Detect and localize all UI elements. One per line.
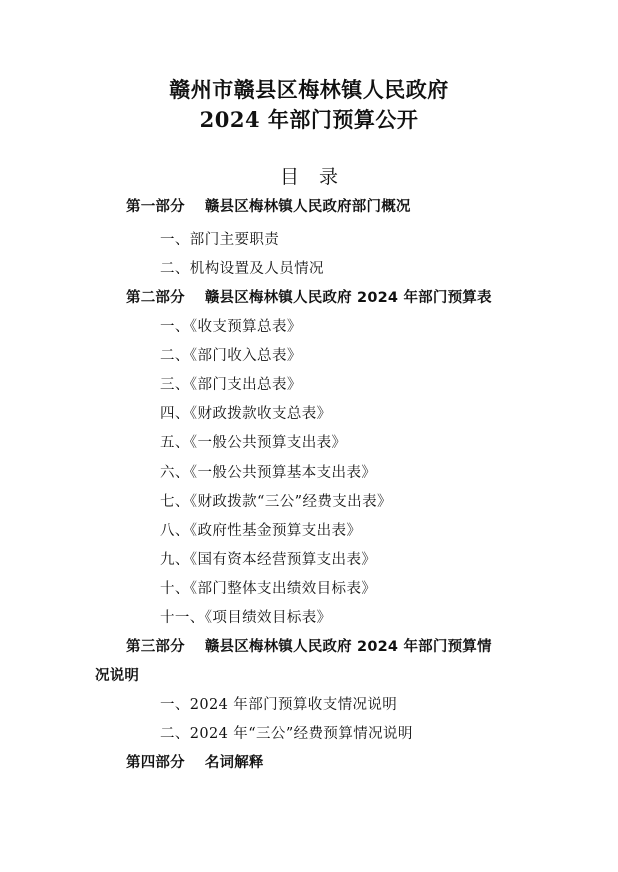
toc-item-2-6: 六、《一般公共预算基本支出表》 <box>160 465 377 481</box>
toc-item-2-7: 七、《财政拨款“三公”经费支出表》 <box>160 494 392 510</box>
toc-item-2-9: 九、《国有资本经营预算支出表》 <box>160 552 377 568</box>
toc-item-3-1: 一、2024 年部门预算收支情况说明 <box>160 697 398 713</box>
part-4-label: 第四部分 <box>126 755 185 771</box>
toc-item-2-11: 十一、《项目绩效目标表》 <box>160 610 332 626</box>
toc-item-2-3: 三、《部门支出总表》 <box>160 377 302 393</box>
toc-item-2-2: 二、《部门收入总表》 <box>160 348 302 364</box>
toc-item-2-10: 十、《部门整体支出绩效目标表》 <box>160 581 377 597</box>
part-3-heading <box>126 637 492 657</box>
part-1-title: 赣县区梅林镇人民政府部门概况 <box>204 199 411 215</box>
toc-heading: 目 录 <box>279 166 339 188</box>
part-1-label: 第一部分 <box>126 199 185 215</box>
part-4-title: 名词解释 <box>204 755 264 771</box>
document-title-line-2: 2024 年部门预算公开 <box>199 107 419 132</box>
toc-item-2-4: 四、《财政拨款收支总表》 <box>160 406 332 422</box>
part-1-heading <box>126 197 411 217</box>
toc-item-3-2: 二、2024 年“三公”经费预算情况说明 <box>160 726 413 742</box>
part-2-label: 第二部分 <box>126 290 185 306</box>
part-3-label: 第三部分 <box>126 639 185 655</box>
toc-item-2-1: 一、《收支预算总表》 <box>160 319 302 335</box>
part-2-title: 赣县区梅林镇人民政府 2024 年部门预算表 <box>204 290 492 306</box>
toc-item-2-5: 五、《一般公共预算支出表》 <box>160 435 347 451</box>
toc-item-1-2: 二、机构设置及人员情况 <box>160 261 324 277</box>
part-3-title-continuation: 况说明 <box>95 668 140 684</box>
part-3-title: 赣县区梅林镇人民政府 2024 年部门预算情 <box>204 639 492 655</box>
toc-item-2-8: 八、《政府性基金预算支出表》 <box>160 523 362 539</box>
part-4-heading <box>126 753 264 773</box>
toc-item-1-1: 一、部门主要职责 <box>160 232 280 248</box>
part-2-heading <box>126 288 492 308</box>
document-title-line-1: 赣州市赣县区梅林镇人民政府 <box>169 77 449 102</box>
